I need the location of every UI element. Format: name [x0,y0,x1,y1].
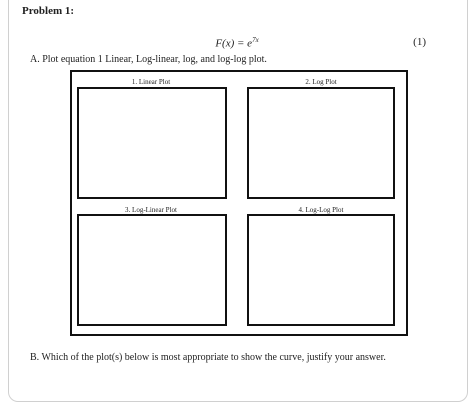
linear-plot-title: 1. Linear Plot [131,78,171,86]
log-linear-plot-box [77,214,227,326]
log-plot-title: 2. Log Plot [305,78,337,86]
log-log-plot-box [247,214,395,326]
equation-exponent: 7x [252,36,259,44]
log-linear-plot-title: 3. Log-Linear Plot [125,206,177,214]
problem-heading: Problem 1: [22,5,75,17]
part-b-question: B. Which of the plot(s) below is most appropriate to show the curve, justify your answer. [30,352,386,363]
equation-number: (1) [413,36,426,48]
equation-lhs: F(x) = e [215,37,253,50]
log-plot-box [247,87,395,199]
linear-plot-box [77,87,227,199]
plots-outer-box [70,70,408,336]
log-log-plot-title: 4. Log-Log Plot [298,206,344,214]
equation [0,36,474,50]
part-a-instruction: A. Plot equation 1 Linear, Log-linear, log, and log-log plot. [30,54,267,65]
